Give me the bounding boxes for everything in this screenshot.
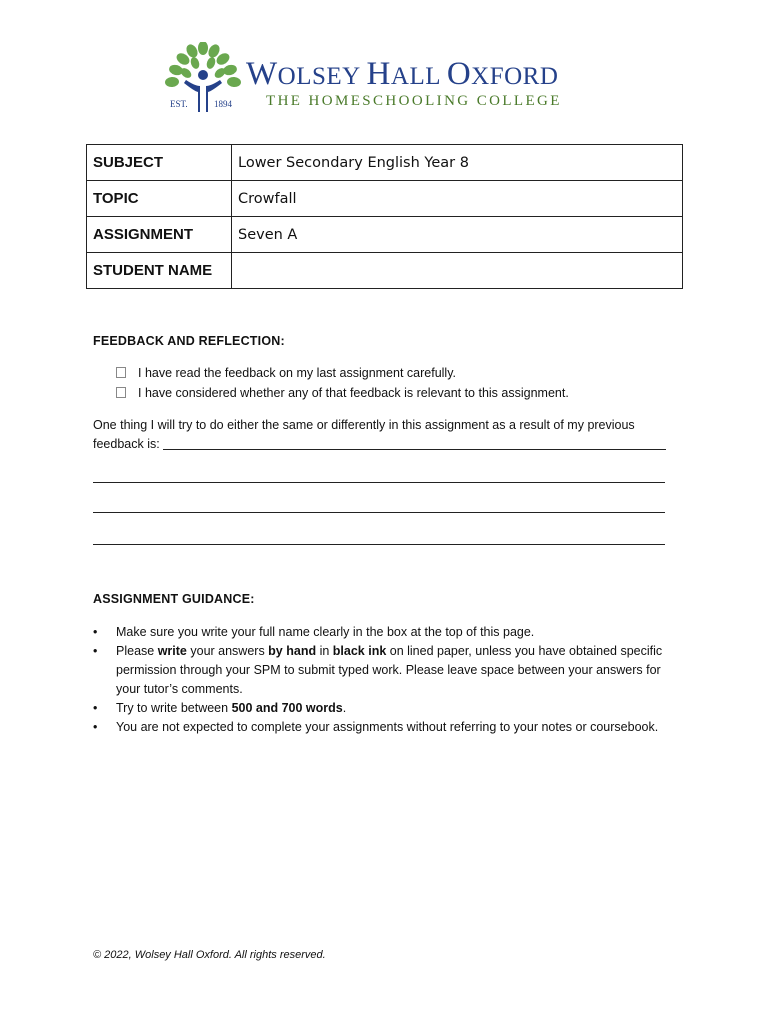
- guidance-text: on lined paper, unless you have obtained specific permission through your SPM to submit typed work. Please leave space between your answers for your tutor’s comments.: [116, 644, 663, 696]
- college-name: WOLSEY HALL OXFORD: [246, 56, 559, 92]
- info-value[interactable]: [232, 253, 683, 289]
- guidance-title: ASSIGNMENT GUIDANCE:: [93, 592, 255, 606]
- feedback-title: FEEDBACK AND REFLECTION:: [93, 334, 285, 348]
- guidance-item: [93, 642, 683, 699]
- info-row: [87, 145, 683, 181]
- answer-line[interactable]: [93, 482, 665, 483]
- info-label: SUBJECT: [87, 145, 232, 181]
- info-label: ASSIGNMENT: [87, 217, 232, 253]
- bullet-icon: •: [93, 701, 98, 715]
- est-label: EST.: [170, 99, 188, 109]
- college-tagline: THE HOMESCHOOLING COLLEGE: [266, 93, 562, 109]
- guidance-item: [93, 718, 683, 737]
- guidance-text: Please: [116, 644, 158, 658]
- checkbox-icon[interactable]: [116, 387, 126, 398]
- guidance-text: in: [316, 644, 333, 658]
- guidance-text: .: [342, 701, 347, 715]
- info-value: Seven A: [232, 217, 683, 253]
- feedback-prompt-text: One thing I will try to do either the same or differently in this assignment as a result of my previous feedback is:: [93, 418, 635, 451]
- guidance-text: write: [157, 644, 187, 658]
- info-label: STUDENT NAME: [87, 253, 232, 289]
- checkbox-label: I have considered whether any of that feedback is relevant to this assignment.: [138, 386, 569, 400]
- info-row: [87, 181, 683, 217]
- wolsey-hall-logo: [162, 42, 612, 114]
- guidance-text: black ink: [332, 644, 387, 658]
- bullet-icon: •: [93, 720, 98, 734]
- assignment-info-table: [86, 144, 683, 289]
- guidance-text: Make sure you write your full name clearly in the box at the top of this page.: [116, 625, 535, 639]
- info-value: Crowfall: [232, 181, 683, 217]
- bullet-icon: •: [93, 625, 98, 639]
- checkbox-item[interactable]: [116, 366, 456, 380]
- info-value: Lower Secondary English Year 8: [232, 145, 683, 181]
- feedback-prompt: [93, 416, 668, 454]
- copyright-footer: © 2022, Wolsey Hall Oxford. All rights reserved.: [93, 949, 326, 961]
- guidance-list: [93, 623, 683, 737]
- info-label: TOPIC: [87, 181, 232, 217]
- bullet-icon: •: [93, 644, 98, 658]
- checkbox-label: I have read the feedback on my last assignment carefully.: [138, 366, 456, 380]
- guidance-text: Try to write between: [116, 701, 232, 715]
- guidance-text: by hand: [268, 644, 317, 658]
- est-year: 1894: [214, 99, 232, 109]
- info-row: [87, 217, 683, 253]
- answer-line[interactable]: [93, 512, 665, 513]
- guidance-text: You are not expected to complete your assignments without referring to your notes or coursebook.: [116, 720, 659, 734]
- guidance-text: 500 and 700 words: [231, 701, 343, 715]
- guidance-item: [93, 623, 683, 642]
- checkbox-item[interactable]: [116, 386, 569, 400]
- guidance-item: [93, 699, 683, 718]
- guidance-text: your answers: [186, 644, 269, 658]
- info-row: [87, 253, 683, 289]
- answer-line[interactable]: [93, 544, 665, 545]
- answer-blank[interactable]: [163, 436, 666, 450]
- checkbox-icon[interactable]: [116, 367, 126, 378]
